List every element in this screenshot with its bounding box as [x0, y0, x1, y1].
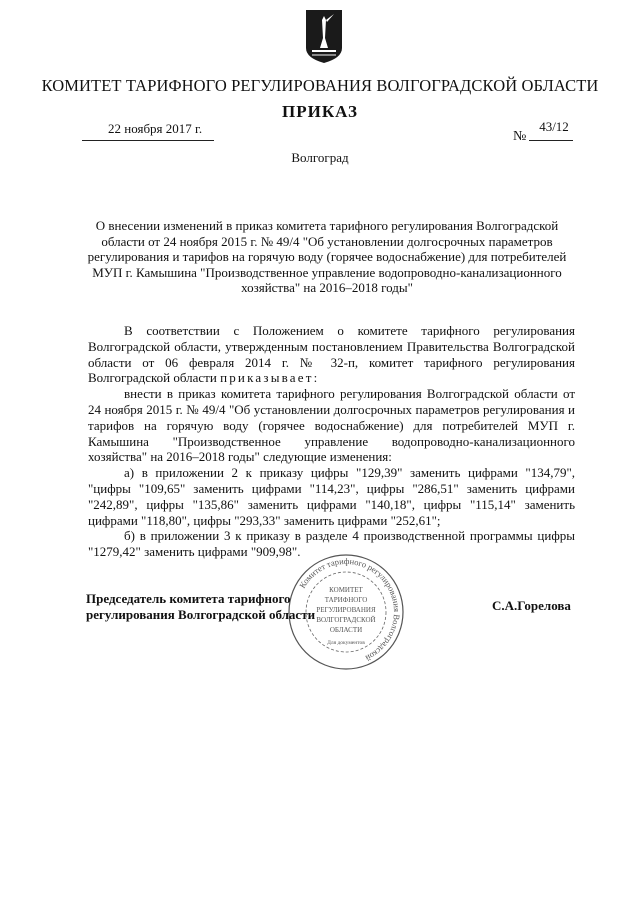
- order-subject: О внесении изменений в приказ комитета тарифного регулирования Волгоградской области от 24 ноября 2015 г. № 49/4 "Об установлении долгосрочных параметров регулирования и тарифов на горячую воду (горячее водоснабжение) для потребителей МУП г. Камышина "Производственное управление водопроводно-канализационного хозяйства" на 2016–2018 годы": [87, 218, 567, 296]
- body-paragraph-a: а) в приложении 2 к приказу цифры "129,39" заменить цифрами "134,79", "цифры "109,65" заменить цифрами "114,23", цифры "286,51" заменить цифрами "242,89", цифры "135,86" заменить цифрами "140,18", цифры "115,14" заменить цифрами "118,80", цифры "293,33" заменить цифрами "252,61";: [88, 465, 575, 528]
- order-date: 22 ноября 2017 г.: [108, 121, 203, 136]
- signatory-title: [86, 591, 315, 622]
- body-paragraph-amend: внести в приказ комитета тарифного регулирования Волгоградской области от 24 ноября 2015 г. № 49/4 "Об установлении долгосрочных параметров регулирования и тарифов на горячую воду (горячее водоснабжение) для потребителей МУП г. Камышина "Производственное управление водопроводно-канализационного хозяйства" на 2016–2018 годы" следующие изменения:: [88, 386, 575, 465]
- signatory-title-line-2: регулирования Волгоградской области: [86, 606, 316, 622]
- stamp-bottom-text: Для документов: [327, 640, 365, 646]
- date-underline: [82, 140, 214, 141]
- body-paragraph-preamble: [88, 323, 575, 386]
- orders-word: приказывает:: [220, 370, 320, 386]
- committee-name: КОМИТЕТ ТАРИФНОГО РЕГУЛИРОВАНИЯ ВОЛГОГРАДСКОЙ ОБЛАСТИ: [41, 76, 599, 95]
- stamp-line-1: КОМИТЕТ: [329, 586, 363, 594]
- stamp-ring-text: Комитет тарифного регулирования Волгоградской: [297, 555, 403, 664]
- order-body: [88, 323, 575, 560]
- order-number-label: №: [513, 129, 527, 144]
- preamble-text: В соответствии с Положением о комитете тарифного регулирования Волгоградской области, утвержденным постановлением Правительства Волгоградской области от 06 февраля 2014 г. № 32-п, комитет тарифного регулирования Волгоградской области: [88, 323, 575, 386]
- city: Волгоград: [291, 150, 349, 165]
- coat-of-arms-icon: [304, 8, 344, 64]
- number-underline: [529, 140, 573, 141]
- order-number: 43/12: [539, 119, 569, 134]
- stamp-line-2: ТАРИФНОГО: [324, 596, 368, 604]
- stamp-line-3: РЕГУЛИРОВАНИЯ: [316, 606, 376, 614]
- signatory-name: С.А.Горелова: [492, 598, 571, 613]
- body-paragraph-b: б) в приложении 3 к приказу в разделе 4 производственной программы цифры "1279,42" заменить цифрами "909,98".: [88, 528, 575, 560]
- stamp-line-5: ОБЛАСТИ: [329, 626, 363, 634]
- stamp-line-4: ВОЛГОГРАДСКОЙ: [316, 616, 376, 624]
- order-title: ПРИКАЗ: [282, 102, 358, 121]
- signatory-title-line-1: Председатель комитета тарифного: [86, 591, 291, 606]
